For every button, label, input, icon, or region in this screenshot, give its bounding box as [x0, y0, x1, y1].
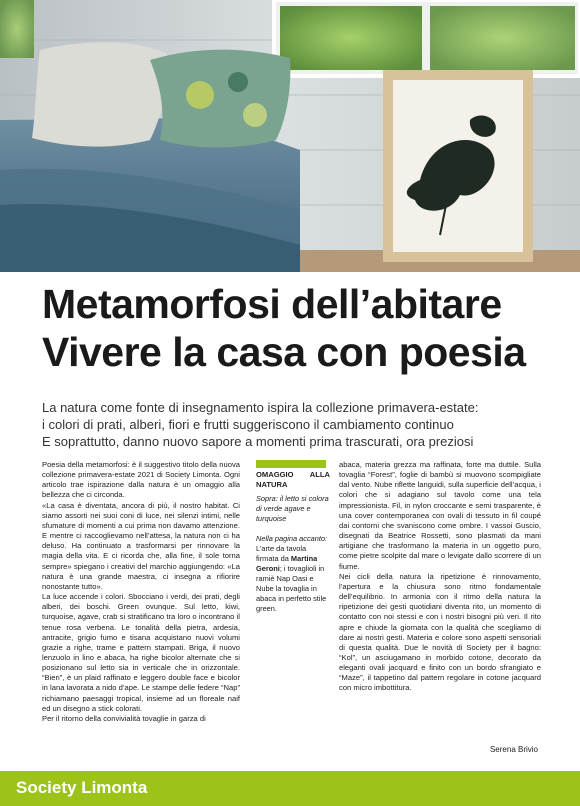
footer-bar: [0, 771, 580, 806]
paragraph: abaca, materia grezza ma raffinata, forte ma duttile. Sulla tovaglia “Forest”, foglie di bambù si muovono scompigliate dal vento. Nube riflette languidi, sulla superficie dell’acqua, i colori che si adagiano sul tavolo come una tela impressionista. Fil, in nylon croccante e semi trasparente, è una cover contemporanea con ovali di tessuto in fil coupé dai contorni che svaniscono come ombre. I vassoi Guscio, disegnati da Beatrice Rossetti, sono plasmati da mani artigiane che trasformano la materia in un oggetto puro, come pietre scolpite dal mare o levigate dallo scorrere di un fiume.: [339, 460, 541, 571]
title-line-1: Metamorfosi dell’abitare: [42, 281, 502, 327]
caption-1: Sopra: il letto si colora di verde agave e turquoise: [256, 494, 329, 523]
sidebar-heading: OMAGGIO ALLA NATURA: [256, 470, 330, 489]
subtitle-line-2: i colori di prati, alberi, fiori e frutti suggeriscono il cambiamento continuo: [42, 417, 454, 432]
paragraph: La luce accende i colori. Sbocciano i verdi, dei prati, degli alberi, dei boschi. Green ovunque. Sul letto, kiwi, turquoise, agave, crab si stratificano tra loro o incontrano il tenue rosa verbena. Le tonalità della pietra, ardesia, antracite, grigio fumo e tisana acquistano nuovi volumi grazie a righe, trame e pattern stampati. Briga, il nuovo lenzuolo in lino e abaca, ha righe bicolor alternate che si posizionano sul letto sia in verticale che in orizzontale. “Bien”, è un plaid raffinato e leggero double face e bicolor in lana lavorata a nido d’ape. Le stampe delle federe “Nap” richiamano paesaggi tropical, insieme ad un floreale naif ed un disegno a stick colorati.: [42, 592, 240, 713]
caption-2: [256, 544, 330, 614]
title-line-2: Vivere la casa con poesia: [42, 329, 526, 375]
header-photo: [0, 0, 580, 272]
paragraph: Per il ritorno della convivialità tovaglie in garza di: [42, 713, 206, 723]
footer-brand: Society Limonta: [16, 778, 148, 797]
paragraph: Poesia della metamorfosi: è il suggestivo titolo della nuova collezione primavera-estate 2021 di Society Limonta. Ogni articolo trae ispirazione dalla natura è un omaggio alla bellezza che ci circonda.: [42, 460, 240, 500]
sidebar-captions: [256, 460, 330, 614]
paragraph: «La casa è diventata, ancora di più, il nostro habitat. Ci siamo assorti nei suoi coni di luce, nei silenzi intimi, nelle sfumature di momenti a cui prima non davamo attenzione. E mentre ci raccoglievamo nell’attesa, la natura non ci ha deluso. Ha continuato a trasformarsi per rinnovare la magia della vita. E ci ricorda che, alla fine, il sole torna sempre» spiegano i creativi del marchio aggiungendo: «La natura è una grande maestra, ci insegna a rifiorire nonostante tutto».: [42, 500, 240, 591]
subtitle-line-1: La natura come fonte di insegnamento ispira la collezione primavera-estate:: [42, 400, 479, 415]
page-title: [42, 280, 562, 376]
caption-2-text: ; i tovaglioli in ramiè Nap Oasi e Nube la tovaglia in abaca in perfetto stile green.: [256, 564, 327, 613]
body-column-1: [42, 460, 240, 724]
subtitle: [42, 399, 562, 450]
subtitle-line-3: E soprattutto, danno nuovo sapore a momenti prima trascurati, ora preziosi: [42, 434, 474, 449]
body-column-3: [339, 460, 541, 694]
sidebar-accent-bar: [256, 460, 326, 468]
paragraph: Nei cicli della natura la ripetizione è rinnovamento, l’apertura e la chiusura sono ritmo fondamentale dell’equilibrio. In armonia con il ritmo della natura la ripetizione dei gesti quotidiani diventa rito, un momento di contatto con noi stessi e con i nostri bisogni più veri. Il rito apre e chiude la giornata con la qualità che scegliamo di dare ai nostri gesti. Materia e colore sono aspetti sensoriali di questa qualità. Due le novità di Society per il bagno: “Kol”, un asciugamano in morbido cotone, decorato da eleganti ovali jacquard e finito con un bordo sfrangiato e “Maze”, il tappetino dal pattern regolare in cotone jacquard con micro imbottitura.: [339, 571, 541, 693]
caption-2-designer: Martina Geroni: [256, 554, 318, 573]
caption-2-text: L’arte da tavola firmata da: [256, 544, 307, 563]
caption-2-intro: Nella pagina accanto:: [256, 534, 328, 543]
author-byline: Serena Brivio: [489, 745, 538, 754]
